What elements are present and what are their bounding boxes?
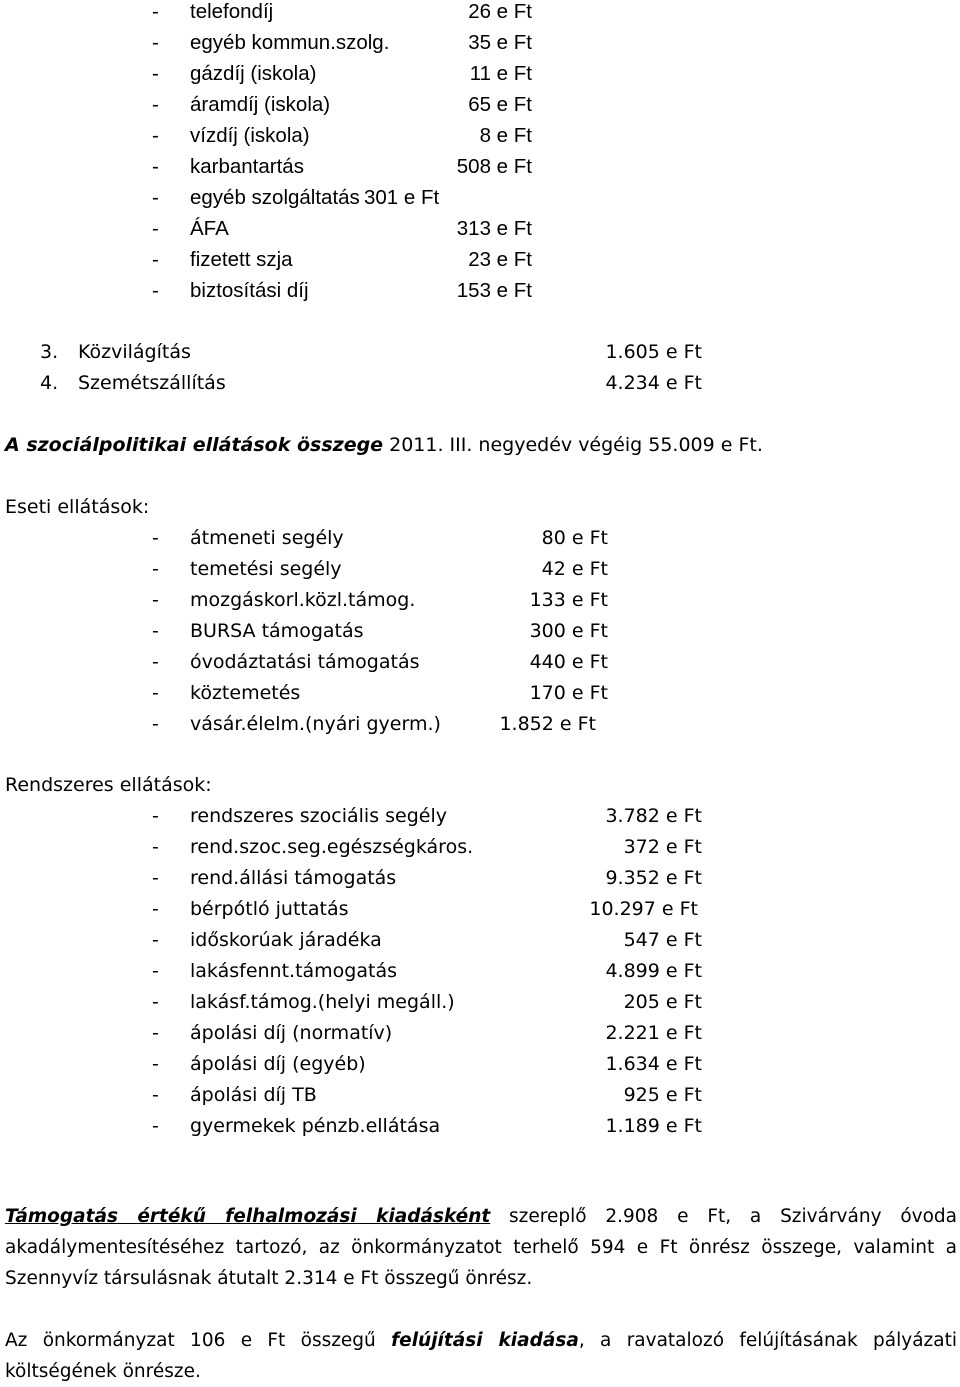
rendszeres-heading: Rendszeres ellátások: bbox=[5, 774, 212, 796]
dash: - bbox=[152, 589, 159, 611]
rendszeres-label: gyermekek pénzb.ellátása bbox=[190, 1115, 441, 1137]
eseti-amount: 440 e Ft bbox=[529, 651, 608, 673]
item-number: 4. bbox=[40, 372, 59, 394]
rendszeres-amount: 1.634 e Ft bbox=[605, 1053, 702, 1075]
eseti-label: átmeneti segély bbox=[190, 527, 344, 549]
dash: - bbox=[152, 155, 159, 178]
dash: - bbox=[152, 1084, 159, 1106]
eseti-amount: 1.852 e Ft bbox=[499, 713, 596, 735]
summary-line bbox=[5, 433, 763, 457]
paragraph-felhalmozasi bbox=[5, 1201, 957, 1294]
eseti-label: temetési segély bbox=[190, 558, 342, 580]
dash: - bbox=[152, 713, 159, 735]
paragraph-emphasis: felújítási kiadása bbox=[391, 1330, 579, 1351]
dash: - bbox=[152, 960, 159, 982]
eseti-amount: 300 e Ft bbox=[529, 620, 608, 642]
rendszeres-amount: 547 e Ft bbox=[623, 929, 702, 951]
utility-label: egyéb kommun.szolg. bbox=[190, 31, 390, 54]
utility-amount: 313 e Ft bbox=[456, 217, 532, 240]
utility-label: vízdíj (iskola) bbox=[190, 124, 310, 147]
utility-label: telefondíj bbox=[190, 0, 274, 23]
paragraph-felujitasi bbox=[5, 1325, 957, 1387]
paragraph-text: szereplő 2.908 e Ft, a Szivárvány óvoda akadálymentesítéséhez tartozó, az önkormányzatot terhelő 594 e Ft önrész összege, valamint a Szennyvíz társulásnak átutalt 2.314 e Ft összegű önrész. bbox=[5, 1206, 957, 1289]
eseti-label: óvodáztatási támogatás bbox=[190, 651, 420, 673]
dash: - bbox=[152, 62, 159, 85]
utility-amount: 508 e Ft bbox=[456, 155, 532, 178]
rendszeres-amount: 2.221 e Ft bbox=[605, 1022, 702, 1044]
dash: - bbox=[152, 279, 159, 302]
utility-label: áramdíj (iskola) bbox=[190, 93, 331, 116]
rendszeres-amount: 10.297 e Ft bbox=[589, 898, 698, 920]
eseti-amount: 80 e Ft bbox=[541, 527, 608, 549]
dash: - bbox=[152, 0, 159, 23]
dash: - bbox=[152, 248, 159, 271]
utility-amount: 8 e Ft bbox=[479, 124, 532, 147]
dash: - bbox=[152, 682, 159, 704]
utility-label: biztosítási díj bbox=[190, 279, 309, 302]
dash: - bbox=[152, 867, 159, 889]
eseti-label: köztemetés bbox=[190, 682, 301, 704]
dash: - bbox=[152, 1115, 159, 1137]
summary-text: 2011. III. negyedév végéig 55.009 e Ft. bbox=[389, 434, 763, 456]
dash: - bbox=[152, 93, 159, 116]
dash: - bbox=[152, 836, 159, 858]
item-label: Szemétszállítás bbox=[78, 372, 226, 394]
eseti-label: BURSA támogatás bbox=[190, 620, 364, 642]
dash: - bbox=[152, 1022, 159, 1044]
item-number: 3. bbox=[40, 341, 59, 363]
utility-amount: 26 e Ft bbox=[468, 0, 532, 23]
eseti-label: mozgáskorl.közl.támog. bbox=[190, 589, 416, 611]
rendszeres-label: bérpótló juttatás bbox=[190, 898, 349, 920]
rendszeres-label: ápolási díj (normatív) bbox=[190, 1022, 393, 1044]
utility-amount: 301 e Ft bbox=[364, 186, 440, 209]
dash: - bbox=[152, 1053, 159, 1075]
rendszeres-label: ápolási díj TB bbox=[190, 1084, 317, 1106]
eseti-amount: 42 e Ft bbox=[541, 558, 608, 580]
rendszeres-label: ápolási díj (egyéb) bbox=[190, 1053, 366, 1075]
eseti-amount: 170 e Ft bbox=[529, 682, 608, 704]
rendszeres-label: lakásfennt.támogatás bbox=[190, 960, 398, 982]
paragraph-text-after: , a ravatalozó felújításának pályázati költségének önrésze. bbox=[5, 1330, 957, 1382]
rendszeres-amount: 372 e Ft bbox=[623, 836, 702, 858]
item-amount: 4.234 e Ft bbox=[605, 372, 702, 394]
rendszeres-amount: 3.782 e Ft bbox=[605, 805, 702, 827]
rendszeres-label: rendszeres szociális segély bbox=[190, 805, 447, 827]
eseti-amount: 133 e Ft bbox=[529, 589, 608, 611]
rendszeres-label: időskorúak járadéka bbox=[190, 929, 382, 951]
utility-label: egyéb szolgáltatás bbox=[190, 186, 360, 209]
utility-label: karbantartás bbox=[190, 155, 304, 178]
dash: - bbox=[152, 527, 159, 549]
dash: - bbox=[152, 217, 159, 240]
dash: - bbox=[152, 31, 159, 54]
paragraph-text-before: Az önkormányzat 106 e Ft összegű bbox=[5, 1330, 392, 1351]
utility-amount: 65 e Ft bbox=[468, 93, 532, 116]
rendszeres-amount: 9.352 e Ft bbox=[605, 867, 702, 889]
utility-amount: 35 e Ft bbox=[468, 31, 532, 54]
paragraph-emphasis: Támogatás értékű felhalmozási kiadásként bbox=[5, 1206, 491, 1227]
rendszeres-label: lakásf.támog.(helyi megáll.) bbox=[190, 991, 455, 1013]
item-amount: 1.605 e Ft bbox=[605, 341, 702, 363]
utility-label: fizetett szja bbox=[190, 248, 293, 271]
dash: - bbox=[152, 929, 159, 951]
eseti-heading: Eseti ellátások: bbox=[5, 496, 150, 518]
dash: - bbox=[152, 186, 159, 209]
dash: - bbox=[152, 651, 159, 673]
rendszeres-label: rend.szoc.seg.egészségkáros. bbox=[190, 836, 474, 858]
rendszeres-amount: 205 e Ft bbox=[623, 991, 702, 1013]
item-label: Közvilágítás bbox=[78, 341, 191, 363]
utility-amount: 11 e Ft bbox=[469, 62, 532, 85]
dash: - bbox=[152, 558, 159, 580]
dash: - bbox=[152, 991, 159, 1013]
dash: - bbox=[152, 620, 159, 642]
rendszeres-amount: 4.899 e Ft bbox=[605, 960, 702, 982]
eseti-label: vásár.élelm.(nyári gyerm.) bbox=[190, 713, 441, 735]
utility-amount: 153 e Ft bbox=[456, 279, 532, 302]
rendszeres-amount: 925 e Ft bbox=[623, 1084, 702, 1106]
summary-label: A szociálpolitikai ellátások összege bbox=[5, 434, 384, 456]
dash: - bbox=[152, 124, 159, 147]
utility-amount: 23 e Ft bbox=[468, 248, 532, 271]
rendszeres-amount: 1.189 e Ft bbox=[605, 1115, 702, 1137]
rendszeres-label: rend.állási támogatás bbox=[190, 867, 397, 889]
utility-label: gázdíj (iskola) bbox=[190, 62, 317, 85]
dash: - bbox=[152, 898, 159, 920]
dash: - bbox=[152, 805, 159, 827]
utility-label: ÁFA bbox=[190, 217, 229, 240]
